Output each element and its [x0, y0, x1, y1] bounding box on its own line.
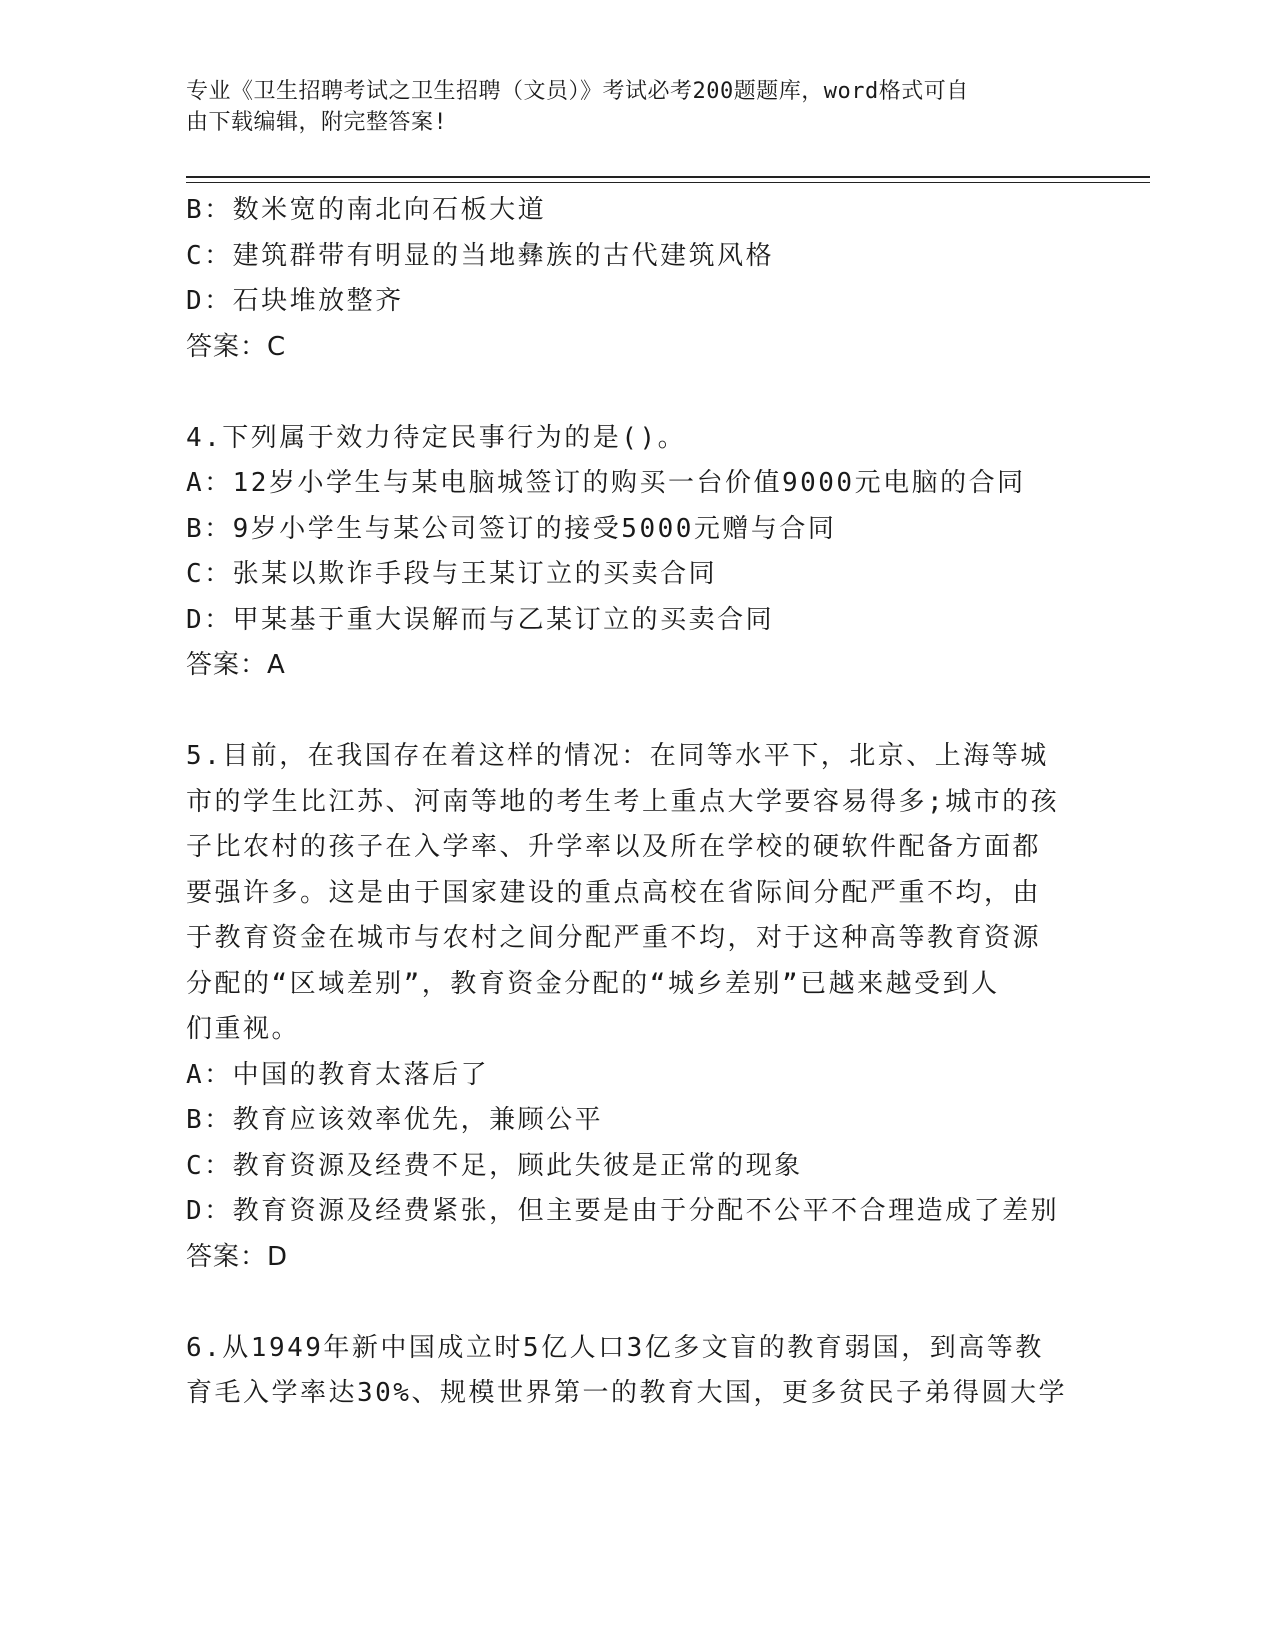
- option-d: D：甲某基于重大误解而与乙某订立的买卖合同: [186, 604, 775, 635]
- header-divider-thin: [186, 182, 1150, 183]
- header-line-2: 由下载编辑，附完整答案!: [186, 110, 448, 135]
- option-c: C：建筑群带有明显的当地彝族的古代建筑风格: [186, 240, 775, 271]
- question-stem-line: 要强许多。这是由于国家建设的重点高校在省际间分配严重不均，由: [186, 877, 1042, 908]
- document-header: [186, 76, 1066, 138]
- question-stem-line: 分配的“区域差别”，教育资金分配的“城乡差别”已越来越受到人: [186, 968, 1000, 999]
- answer: 答案：A: [186, 650, 286, 680]
- header-divider-thick: [186, 176, 1150, 178]
- question-stem-line: 们重视。: [186, 1014, 301, 1044]
- spacer: [186, 1280, 1086, 1326]
- question-stem-line: 市的学生比江苏、河南等地的考生考上重点大学要容易得多;城市的孩: [186, 786, 1060, 817]
- option-b: B：教育应该效率优先，兼顾公平: [186, 1105, 604, 1135]
- question-5: [186, 734, 1086, 1280]
- question-stem: 4.下列属于效力待定民事行为的是()。: [186, 422, 687, 453]
- option-c: C：教育资源及经费不足，顾此失彼是正常的现象: [186, 1150, 803, 1181]
- question-stem-line: 6.从1949年新中国成立时5亿人口3亿多文盲的教育弱国，到高等教: [186, 1332, 1044, 1363]
- option-d: D：石块堆放整齐: [186, 286, 404, 316]
- spacer: [186, 689, 1086, 735]
- option-b: B：数米宽的南北向石板大道: [186, 195, 547, 225]
- answer: 答案：D: [186, 1241, 289, 1272]
- option-d: D：教育资源及经费紧张，但主要是由于分配不公平不合理造成了差别: [186, 1196, 1060, 1226]
- option-a: A：12岁小学生与某电脑城签订的购买一台价值9000元电脑的合同: [186, 468, 1026, 498]
- option-c: C：张某以欺诈手段与王某订立的买卖合同: [186, 559, 718, 589]
- answer: 答案：C: [186, 331, 287, 362]
- question-stem-line: 5.目前，在我国存在着这样的情况：在同等水平下，北京、上海等城: [186, 741, 1049, 771]
- question-stem-line: 于教育资金在城市与农村之间分配严重不均，对于这种高等教育资源: [186, 923, 1042, 953]
- question-3: [186, 188, 1086, 370]
- question-6: [186, 1326, 1086, 1417]
- header-line-1: 专业《卫生招聘考试之卫生招聘（文员）》考试必考200题题库，word格式可自: [186, 79, 969, 104]
- option-a: A：中国的教育太落后了: [186, 1059, 490, 1090]
- question-4: [186, 416, 1086, 689]
- document-body: [186, 188, 1086, 1417]
- question-stem-line: 育毛入学率达30%、规模世界第一的教育大国，更多贫民子弟得圆大学: [186, 1378, 1067, 1408]
- option-b: B：9岁小学生与某公司签订的接受5000元赠与合同: [186, 513, 837, 544]
- question-stem-line: 子比农村的孩子在入学率、升学率以及所在学校的硬软件配备方面都: [186, 832, 1042, 862]
- spacer: [186, 370, 1086, 416]
